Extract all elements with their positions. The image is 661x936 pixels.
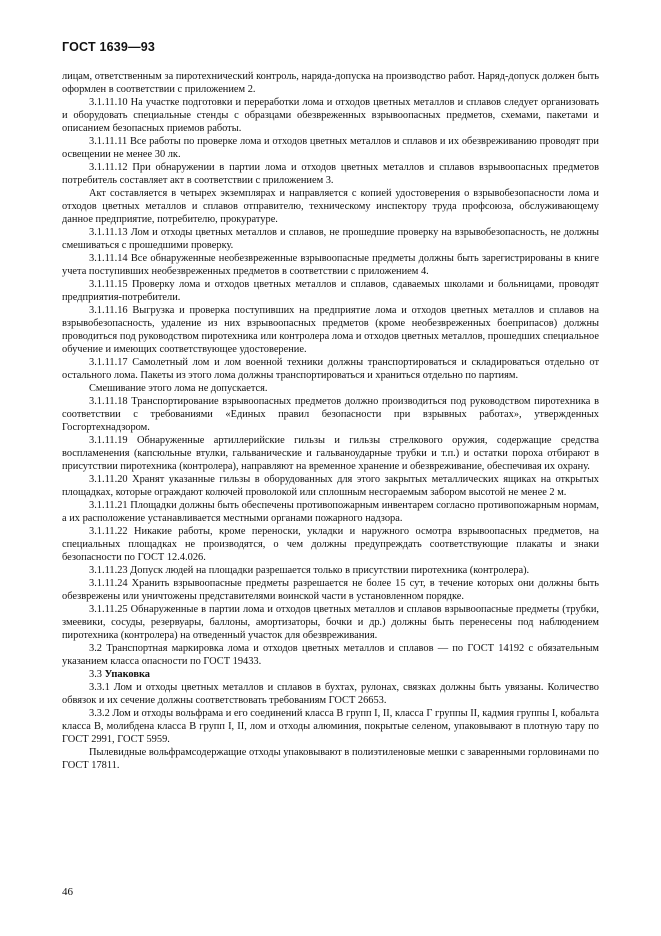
paragraph: 3.1.11.19 Обнаруженные артиллерийские гильзы и гильзы стрелкового оружия, содержащие средства воспламенения (капсюльные втулки, гальванические и гальваноударные трубки и т.п.) и остатки пороха отбирают в присутствии пиротехника (контролера), направляют на временное хранение и обезвреживание, обеспечивая их охрану. bbox=[62, 435, 599, 472]
paragraph: 3.1.11.25 Обнаруженные в партии лома и отходов цветных металлов и сплавов взрывоопасные предметы (трубки, змеевики, сосуды, резервуары, баллоны, амортизаторы, бочки и др.) должны быть перенесены под наблюдением пиротехника (контролера) на отведенный участок для обезвреживания. bbox=[62, 604, 599, 641]
section-number: 3.3 bbox=[89, 669, 102, 680]
paragraph: 3.1.11.20 Хранят указанные гильзы в оборудованных для этого закрытых металлических ящиках на открытых площадках, которые ограждают колючей проволокой или сплошным несгораемым забором высотой не менее 2 м. bbox=[62, 474, 599, 498]
paragraph: 3.2 Транспортная маркировка лома и отходов цветных металлов и сплавов — по ГОСТ 14192 с обязательным указанием класса опасности по ГОСТ 19433. bbox=[62, 643, 599, 667]
paragraph: 3.1.11.12 При обнаружении в партии лома и отходов цветных металлов и сплавов взрывоопасных предметов потребитель составляет акт в соответствии с приложением 3. bbox=[62, 162, 599, 186]
paragraph: 3.3.2 Лом и отходы вольфрама и его соединений класса В групп I, II, класса Г группы II, кадмия группы I, кобальта класса В, молибдена класса В групп I, II, лом и отходы алюминия, покрытые селеном, упаковывают в плотную тару по ГОСТ 2991, ГОСТ 5959. bbox=[62, 708, 599, 745]
paragraph: 3.1.11.16 Выгрузка и проверка поступивших на предприятие лома и отходов цветных металлов и сплавов на взрывобезопасность, удаление из них взрывоопасных предметов (кроме необезвреженных боеприпасов) должны проводиться под руководством пиротехника или контролера лома и отходов цветных металлов, прошедших специальное обучение и имеющих соответствующее удостоверение. bbox=[62, 305, 599, 355]
paragraph: 3.1.11.18 Транспортирование взрывоопасных предметов должно производиться под руководством пиротехника в соответствии с требованиями «Единых правил безопасности при взрывных работах», утвержденных Госгортехнадзором. bbox=[62, 396, 599, 433]
paragraph: 3.1.11.21 Площадки должны быть обеспечены противопожарным инвентарем согласно противопожарным нормам, а их расположение устанавливается местными органами пожарного надзора. bbox=[62, 500, 599, 524]
paragraph: лицам, ответственным за пиротехнический контроль, наряда-допуска на производство работ. Наряд-допуск должен быть оформлен в соответствии с приложением 2. bbox=[62, 71, 599, 95]
paragraph: 3.1.11.17 Самолетный лом и лом военной техники должны транспортироваться и складироваться отдельно от остального лома. Пакеты из этого лома должны транспортироваться и храниться отдельно по партиям. bbox=[62, 357, 599, 381]
paragraph: 3.3.1 Лом и отходы цветных металлов и сплавов в бухтах, рулонах, связках должны быть увязаны. Количество обвязок и их сечение должны соответствовать требованиям ГОСТ 26653. bbox=[62, 682, 599, 706]
paragraph: 3.1.11.14 Все обнаруженные необезвреженные взрывоопасные предметы должны быть зарегистрированы в книге учета поступивших необезвреженных предметов в соответствии с приложением 4. bbox=[62, 253, 599, 277]
body-text bbox=[62, 70, 599, 772]
section-heading bbox=[62, 668, 599, 681]
paragraph: 3.1.11.24 Хранить взрывоопасные предметы разрешается не более 15 сут, в течение которых они должны быть обезврежены или уничтожены представителями воинской части в установленном порядке. bbox=[62, 578, 599, 602]
page-number: 46 bbox=[62, 886, 73, 898]
paragraphs-block bbox=[62, 70, 599, 668]
section-title: Упаковка bbox=[104, 669, 150, 680]
document-header: ГОСТ 1639—93 bbox=[62, 40, 156, 54]
paragraph: 3.1.11.10 На участке подготовки и переработки лома и отходов цветных металлов и сплавов следует организовать и оборудовать специальные стенды с образцами обезвреженных взрывоопасных предметов, схемами, пакетами и описанием безопасных приемов работы. bbox=[62, 97, 599, 134]
paragraph: Акт составляется в четырех экземплярах и направляется с копией удостоверения о взрывобезопасности лома и отходов цветных металлов и сплавов отправителю, техническому инспектору труда профсоюза, обслуживающему данное предприятие, потребителю, прокуратуре. bbox=[62, 188, 599, 225]
paragraph: 3.1.11.22 Никакие работы, кроме переноски, укладки и наружного осмотра взрывоопасных предметов, на специальных площадках не производятся, о чем должны предупреждать соответствующие плакаты и знаки безопасности по ГОСТ 12.4.026. bbox=[62, 526, 599, 563]
paragraph: Пылевидные вольфрамсодержащие отходы упаковывают в полиэтиленовые мешки с заваренными горловинами по ГОСТ 17811. bbox=[62, 747, 599, 771]
paragraph: 3.1.11.15 Проверку лома и отходов цветных металлов и сплавов, сдаваемых школами и больницами, проводят предприятия-потребители. bbox=[62, 279, 599, 303]
paragraph: 3.1.11.11 Все работы по проверке лома и отходов цветных металлов и сплавов и их обезвреживанию проводят при освещении не менее 30 лк. bbox=[62, 136, 599, 160]
paragraph: 3.1.11.23 Допуск людей на площадки разрешается только в присутствии пиротехника (контролера). bbox=[89, 565, 530, 576]
paragraph: 3.1.11.13 Лом и отходы цветных металлов и сплавов, не прошедшие проверку на взрывобезопасность, не должны смешиваться с прошедшими проверку. bbox=[62, 227, 599, 251]
paragraph: Смешивание этого лома не допускается. bbox=[89, 383, 268, 394]
paragraphs-block-after bbox=[62, 681, 599, 772]
